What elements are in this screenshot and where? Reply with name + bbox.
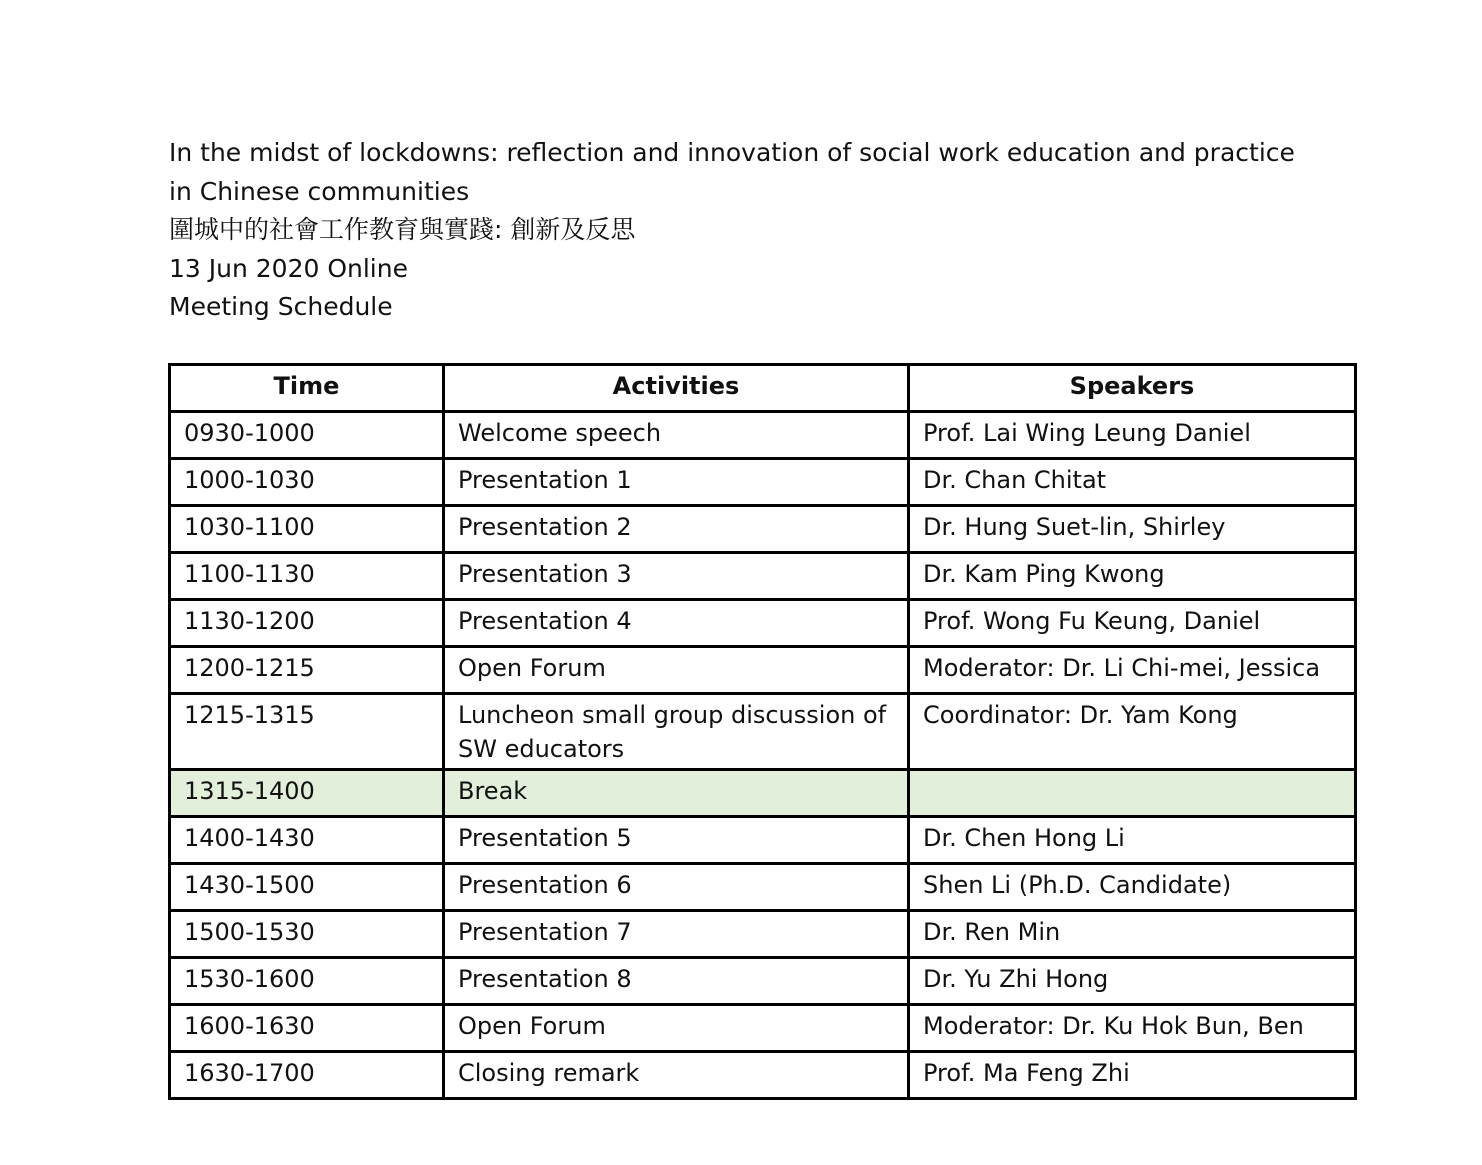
speaker-cell: Moderator: Dr. Li Chi-mei, Jessica — [909, 647, 1356, 694]
activity-cell: Presentation 8 — [444, 958, 909, 1005]
activity-cell: Presentation 5 — [444, 817, 909, 864]
table-row-break — [170, 770, 1356, 817]
speaker-cell: Dr. Hung Suet-lin, Shirley — [909, 506, 1356, 553]
speaker-cell: Prof. Wong Fu Keung, Daniel — [909, 600, 1356, 647]
title-line-1: In the midst of lockdowns: reflection and innovation of social work education and practice — [169, 138, 1295, 167]
activity-cell: Closing remark — [444, 1052, 909, 1099]
time-cell: 1530-1600 — [170, 958, 444, 1005]
table-row — [170, 958, 1356, 1005]
activity-cell: Presentation 1 — [444, 459, 909, 506]
time-cell: 1130-1200 — [170, 600, 444, 647]
document-header — [169, 134, 1359, 327]
speaker-cell — [909, 770, 1356, 817]
speaker-cell: Dr. Ren Min — [909, 911, 1356, 958]
table-row — [170, 600, 1356, 647]
table-row — [170, 817, 1356, 864]
activity-cell: Break — [444, 770, 909, 817]
speaker-cell: Dr. Chan Chitat — [909, 459, 1356, 506]
speaker-cell: Dr. Yu Zhi Hong — [909, 958, 1356, 1005]
activity-cell: Open Forum — [444, 647, 909, 694]
time-cell: 0930-1000 — [170, 412, 444, 459]
table-row — [170, 911, 1356, 958]
activity-cell: Presentation 3 — [444, 553, 909, 600]
activity-cell: Presentation 4 — [444, 600, 909, 647]
time-cell: 1600-1630 — [170, 1005, 444, 1052]
table-row — [170, 694, 1356, 770]
column-header-time: Time — [170, 365, 444, 412]
activity-cell: Presentation 2 — [444, 506, 909, 553]
time-cell: 1100-1130 — [170, 553, 444, 600]
time-cell: 1030-1100 — [170, 506, 444, 553]
activity-cell: Luncheon small group discussion of SW educators — [444, 694, 909, 770]
activity-cell: Open Forum — [444, 1005, 909, 1052]
speaker-cell: Prof. Ma Feng Zhi — [909, 1052, 1356, 1099]
speaker-cell: Prof. Lai Wing Leung Daniel — [909, 412, 1356, 459]
table-row — [170, 553, 1356, 600]
speaker-cell: Shen Li (Ph.D. Candidate) — [909, 864, 1356, 911]
table-row — [170, 1005, 1356, 1052]
table-row — [170, 1052, 1356, 1099]
schedule-table — [168, 363, 1357, 1100]
table-header-row — [170, 365, 1356, 412]
time-cell: 1215-1315 — [170, 694, 444, 770]
speaker-cell: Dr. Kam Ping Kwong — [909, 553, 1356, 600]
table-row — [170, 506, 1356, 553]
table-row — [170, 647, 1356, 694]
time-cell: 1400-1430 — [170, 817, 444, 864]
time-cell: 1500-1530 — [170, 911, 444, 958]
activity-cell: Presentation 6 — [444, 864, 909, 911]
time-cell: 1315-1400 — [170, 770, 444, 817]
schedule-subtitle: Meeting Schedule — [169, 292, 393, 321]
table-row — [170, 459, 1356, 506]
speaker-cell: Moderator: Dr. Ku Hok Bun, Ben — [909, 1005, 1356, 1052]
column-header-activities: Activities — [444, 365, 909, 412]
speaker-cell: Dr. Chen Hong Li — [909, 817, 1356, 864]
activity-cell: Welcome speech — [444, 412, 909, 459]
speaker-cell: Coordinator: Dr. Yam Kong — [909, 694, 1356, 770]
table-row — [170, 412, 1356, 459]
table-row — [170, 864, 1356, 911]
title-line-2: in Chinese communities — [169, 176, 470, 206]
activity-cell: Presentation 7 — [444, 911, 909, 958]
date-line: 13 Jun 2020 Online — [169, 253, 408, 283]
time-cell: 1200-1215 — [170, 647, 444, 694]
title-chinese: 圍城中的社會工作教育與實踐: 創新及反思 — [169, 215, 636, 244]
column-header-speakers: Speakers — [909, 365, 1356, 412]
time-cell: 1000-1030 — [170, 459, 444, 506]
time-cell: 1430-1500 — [170, 864, 444, 911]
time-cell: 1630-1700 — [170, 1052, 444, 1099]
